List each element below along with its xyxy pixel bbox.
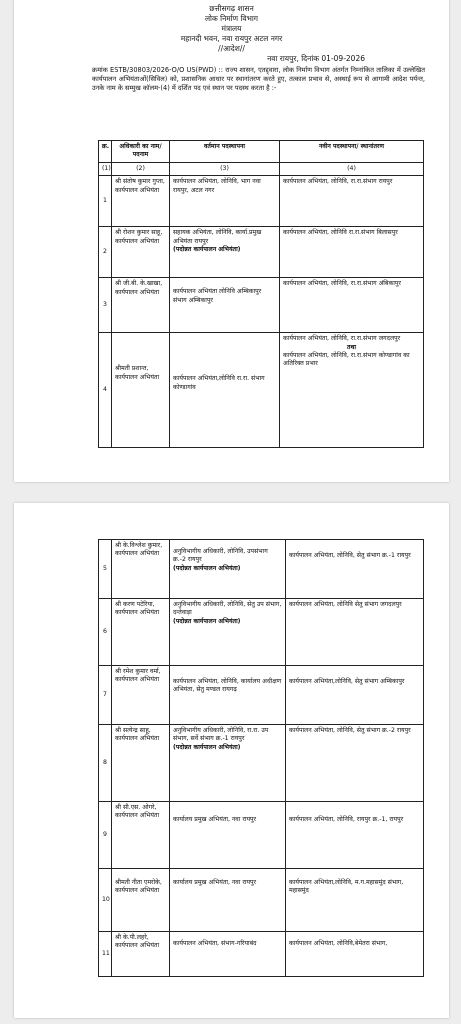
table-row <box>99 227 424 278</box>
row-current-posting: कार्यालय प्रमुख अभियंता, नवा रायपुर <box>170 869 286 932</box>
row-officer-name: श्री के.विश्लेश कुमार, कार्यपालन अभियंता <box>112 540 170 599</box>
row-new-posting: कार्यपालन अभियंता, लोनिवि, रायपुर क्र.-1, रायपुर <box>286 802 424 869</box>
row-officer-name: श्री के.पी.लहरे, कार्यपालन अभियंता <box>112 932 170 977</box>
table-row <box>99 666 424 725</box>
row-officer-name: श्री संतोष कुमार गुप्ता, कार्यपालन अभियंता <box>112 176 170 227</box>
document-page-1 <box>14 0 449 482</box>
table-row <box>99 932 424 977</box>
row-new-posting: कार्यपालन अभियंता, लोनिवि, सेतु संभाग क्र.-1 रायपुर <box>286 540 424 599</box>
row-new-posting: कार्यपालन अभियंता, लोनिवि,बेमेतरा संभाग, <box>286 932 424 977</box>
row-new-posting: कार्यपालन अभियंता, लोनिवि सेतु संभाग जगदलपुर <box>286 599 424 666</box>
row-current-posting: कार्यपालन अभियंता, संभाग-गरियाबंद <box>170 932 286 977</box>
column-number-row <box>99 162 424 175</box>
row-sn: 1 <box>99 176 112 227</box>
row-sn: 10 <box>99 869 112 932</box>
order-intro: क्रमांक ESTB/30803/2026-O/O US(PWD) :: राज्य शासन, एतद्द्वारा, लोक निर्माण विभाग अंतर्गत निम्नांकित तालिका में उल्लेखित कार्यपालन अभियंताओं(सिविल) को, प्रशासनिक आधार पर स्थानांतरण करते हुए, तत्काल प्रभाव से, अस्थाई रूप से आगामी आदेश पर्यन्त, उनके नाम के सम्मुख कॉलम-(4) में दर्शित पद एवं स्थान पर पदस्थ करता है :- <box>92 66 425 93</box>
table-header-row <box>99 141 424 163</box>
row-new-posting: कार्यपालन अभियंता, लोनिवि, रा.रा.संभाग रायपुर <box>280 176 424 227</box>
row-sn: 3 <box>99 278 112 333</box>
row-new-posting: कार्यपालन अभियंता, लोनिवि रा.रा.संभाग बिलासपुर <box>280 227 424 278</box>
letterhead <box>14 0 449 54</box>
row-sn: 4 <box>99 333 112 448</box>
col-number: (3) <box>170 162 280 175</box>
row-current-posting: सहायक अभियंता, लोनिवि, कार्या.प्रमुख अभियंता रायपुर (पदोन्नत कार्यपालन अभियंता) <box>170 227 280 278</box>
row-sn: 6 <box>99 599 112 666</box>
promotion-note: (पदोन्नत कार्यपालन अभियंता) <box>173 246 241 254</box>
header-ministry: मंत्रालय <box>221 24 242 33</box>
header-government: छत्तीसगढ़ शासन <box>209 4 254 13</box>
row-officer-name: श्री सी.एस. ओगरे, कार्यपालन अभियंता <box>112 802 170 869</box>
row-sn: 11 <box>99 932 112 977</box>
promotion-note: (पदोन्नत कार्यपालन अभियंता) <box>173 743 241 751</box>
row-officer-name: श्री जी.बी. के.खाखा, कार्यपालन अभियंता <box>112 278 170 333</box>
row-current-posting: कार्यपालन अभियंता,लोनिवि रा.रा. संभाग कोण्डागांव <box>170 333 280 448</box>
table-row <box>99 599 424 666</box>
header-address: महानदी भवन, नवा रायपुर अटल नगर <box>180 34 283 43</box>
row-sn: 8 <box>99 725 112 802</box>
intro-container <box>14 66 449 103</box>
header-department: लोक निर्माण विभाग <box>204 14 259 23</box>
row-officer-name: श्री सत्येन्द्र साहू, कार्यपालन अभियंता <box>112 725 170 802</box>
row-current-posting: कार्यपालन अभियंता, लोनिवि, भाग नवा रायपुर, अटल नगर <box>170 176 280 227</box>
conjunction-text: तथा <box>346 343 357 351</box>
col-number: (2) <box>112 162 170 175</box>
row-current-posting: अनुविभागीय अधिकारी, लोनिवि, उपसंभाग क्र.-2 रायपुर (पदोन्नत कार्यपालन अभियंता) <box>170 540 286 599</box>
row-sn: 2 <box>99 227 112 278</box>
row-sn: 7 <box>99 666 112 725</box>
table-row <box>99 540 424 599</box>
row-sn: 9 <box>99 802 112 869</box>
col-header-new: नवीन पदस्थापना/ स्थानांतरण <box>280 141 424 163</box>
row-current-posting: कार्यपालन अभियंता लोनिवि अम्बिकापुर संभाग अम्बिकापुर <box>170 278 280 333</box>
row-current-posting: कार्यपालन अभियंता, लोनिवि, कार्यालय अधीक्षण अभियंता, सेतु मण्डल रायगढ़ <box>170 666 286 725</box>
row-new-posting: कार्यपालन अभियंता,लोनिवि, म.ग.महासमुंद संभाग, महासमुंद <box>286 869 424 932</box>
row-new-posting: कार्यपालन अभियंता, लोनिवि, रा.रा.संभाग जगदलपुर तथा कार्यपालन अभियंता, लोनिवि, रा.रा.संभाग कोण्डागांव का अतिरिक्त प्रभार <box>280 333 424 448</box>
table-row <box>99 725 424 802</box>
document-page-2 <box>14 503 449 1018</box>
table-row <box>99 278 424 333</box>
row-officer-name: श्री करण पटेरिया, कार्यपालन अभियंता <box>112 599 170 666</box>
row-officer-name: श्री रमेश कुमार वर्मा, कार्यपालन अभियंता <box>112 666 170 725</box>
row-new-posting: कार्यपालन अभियंता, लोनिवि, सेतु संभाग क्र.-2 रायपुर <box>286 725 424 802</box>
row-officer-name: श्रीमती प्रशान्त, कार्यपालन अभियंता <box>112 333 170 448</box>
row-current-posting: अनुविभागीय अधिकारी, लोनिवि, सेतु उप संभाग, दन्तेवाड़ा (पदोन्नत कार्यपालन अभियंता) <box>170 599 286 666</box>
promotion-note: (पदोन्नत कार्यपालन अभियंता) <box>173 617 241 625</box>
transfer-table-page-2 <box>98 539 424 977</box>
col-header-sn: क्र. <box>99 141 112 163</box>
row-new-posting: कार्यपालन अभियंता,लोनिवि, सेतु संभाग अम्बिकापुर <box>286 666 424 725</box>
col-header-name: अधिकारी का नाम/ पदनाम <box>112 141 170 163</box>
row-sn: 5 <box>99 540 112 599</box>
table-row <box>99 869 424 932</box>
row-current-posting: कार्यालय प्रमुख अभियंता, नवा रायपुर <box>170 802 286 869</box>
table-row <box>99 802 424 869</box>
row-current-posting: अनुविभागीय अधिकारी, लोनिवि, रा.रा. उप संभाग, सर्वे संभाग क्र.-1 रायपुर (पदोन्नत कार्यपालन अभियंता) <box>170 725 286 802</box>
row-new-posting: कार्यपालन अभियंता, लोनिवि, रा.रा.संभाग अंबिकापुर <box>280 278 424 333</box>
additional-charge: कार्यपालन अभियंता, लोनिवि, रा.रा.संभाग कोण्डागांव का अतिरिक्त प्रभार <box>283 352 410 368</box>
col-number: (1) <box>99 162 112 175</box>
table-row <box>99 333 424 448</box>
order-date: नवा रायपुर, दिनांक 01-09-2026 <box>267 54 365 63</box>
col-number: (4) <box>280 162 424 175</box>
table-row <box>99 176 424 227</box>
transfer-table-page-1 <box>98 140 424 448</box>
col-header-current: वर्तमान पदस्थापना <box>170 141 280 163</box>
row-officer-name: श्रीमती नीता एमरोके, कार्यपालन अभियंता <box>112 869 170 932</box>
row-officer-name: श्री रोशन कुमार साहू, कार्यपालन अभियंता <box>112 227 170 278</box>
promotion-note: (पदोन्नत कार्यपालन अभियंता) <box>173 564 241 572</box>
header-order: //आदेश// <box>218 44 245 53</box>
